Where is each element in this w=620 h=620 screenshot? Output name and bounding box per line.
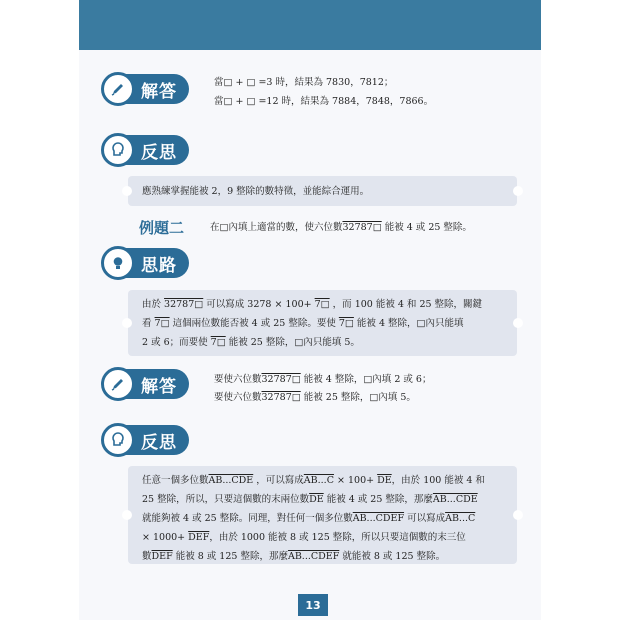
- page-number: 13: [298, 594, 328, 616]
- reflection2-box: [128, 466, 517, 564]
- top-banner: [79, 0, 541, 50]
- reflection2-line3: 就能夠被 4 或 25 整除。同理，對任何一個多位數AB...CDEF 可以寫成AB...C: [142, 513, 476, 524]
- reflection1-text: 應熟練掌握能被 2，9 整除的數特徵，並能綜合運用。: [142, 186, 370, 197]
- reflection1-box: [128, 176, 517, 206]
- head-icon: [101, 133, 135, 167]
- example-title: 例題二: [139, 219, 185, 237]
- reflection-label: 反思: [141, 142, 177, 163]
- idea-line1: 由於 32787□ 可以寫成 3278 × 100+ 7□ ，而 100 能被 4 和 25 整除，關鍵: [142, 299, 483, 310]
- reflection2-line1: 任意一個多位數AB...CDE ，可以寫成$AB...C \times 100+ \overline{DE}$，由於 100 能被 4 和: [142, 475, 485, 486]
- head-icon: [101, 423, 135, 457]
- answer-badge-2: [107, 369, 189, 399]
- answer2-line1: 要使六位數32787□ 能被 4 整除，□內填 2 或 6；: [214, 374, 432, 385]
- answer2-line2: 要使六位數32787□ 能被 25 整除，□內填 5。: [214, 392, 416, 403]
- idea-badge: [107, 248, 189, 278]
- answer-label-2: 解答: [141, 376, 177, 397]
- reflection2-line4: × $1000+ \overline{DEF}$，由於 1000 能被 8 或 125 整除，所以只要這個數的末三位: [142, 532, 466, 543]
- pen-icon: [101, 72, 135, 106]
- idea-box: [128, 290, 517, 356]
- answer1-line1: 當□ + □ =3 時，結果為 7830，7812；: [214, 77, 394, 88]
- reflection2-line2: 25 整除，所以，只要這個數的末兩位數$\overline{DE}$ 能被 4 或 25 整除，那麼AB...CDE: [142, 494, 478, 505]
- reflection-badge-2: [107, 425, 189, 455]
- reflection2-line5: 數$\overline{DEF}$ 能被 8 或 125 整除，那麼AB...CDEF 就能被 8 或 125 整除。: [142, 551, 446, 562]
- idea-label: 思路: [141, 255, 177, 276]
- reflection-badge: [107, 135, 189, 165]
- lightbulb-icon: [101, 246, 135, 280]
- pen-icon: [101, 367, 135, 401]
- reflection-label-2: 反思: [141, 432, 177, 453]
- idea-line3: 2 或 6；而要使 7□ 能被 25 整除，□內只能填 5。: [142, 337, 360, 348]
- idea-line2: 看 7□ 這個兩位數能否被 4 或 25 整除。要使 7□ 能被 4 整除，□內只能填: [142, 318, 464, 329]
- answer-badge: [107, 74, 189, 104]
- example-question: 在□內填上適當的數，使六位數32787□ 能被 4 或 25 整除。: [210, 222, 472, 233]
- answer-label: 解答: [141, 81, 177, 102]
- answer1-line2: 當□ + □ =12 時，結果為 7884，7848，7866。: [214, 96, 434, 107]
